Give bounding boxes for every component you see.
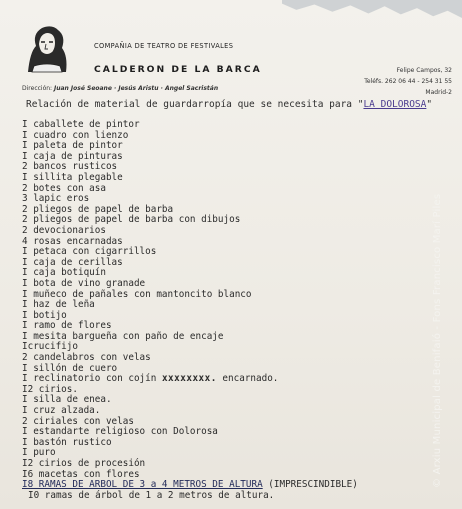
list-item: 2 candelabros con velas <box>22 352 151 364</box>
list-item: 2 pliegos de papel de barba con dibujos <box>22 214 241 226</box>
address-phones: Teléfs. 262 06 44 - 254 31 55 <box>364 78 452 85</box>
list-item: 2 pliegos de papel de barba <box>22 203 174 215</box>
list-item: 3 lapic eros <box>22 193 90 205</box>
list-item-last: I0 ramas de árbol de 1 a 2 metros de altura. <box>28 489 275 501</box>
heading-suffix: " <box>426 99 433 110</box>
direction-names: Juan José Seoane · Jesús Aristu · Angel Sacristán <box>54 85 219 92</box>
list-item: I bastón rustico <box>22 436 112 448</box>
direction-line <box>22 85 218 92</box>
list-item: I caja de cerillas <box>22 256 123 268</box>
important-note: (IMPRESCINDIBLE) <box>262 479 358 491</box>
list-item: 2 ciriales con velas <box>22 415 134 427</box>
list-item: I caballete de pintor <box>22 119 140 130</box>
list-item: I6 macetas con flores <box>22 468 140 480</box>
theatre-name: CALDERON DE LA BARCA <box>94 64 262 75</box>
heading-prefix: Relación de material de guardarropía que se necesita para " <box>26 99 364 110</box>
list-item: 2 botes con asa <box>22 182 106 194</box>
play-title: LA DOLOROSA <box>363 99 427 110</box>
list-item: I caja botiquín <box>22 267 106 279</box>
reclinatorio-text: I reclinatorio con cojín <box>22 373 157 385</box>
list-item: I puro <box>22 447 56 459</box>
list-item: I caja de pinturas <box>22 150 123 162</box>
list-item: I cruz alzada. <box>22 405 101 417</box>
list-item: 2 devocionarios <box>22 224 106 236</box>
important-underlined: I8 RAMAS DE ARBOL DE 3 a 4 METROS DE ALTURA <box>22 479 263 491</box>
archive-credit-watermark: © Arxiu Municipal de Benifaió - Fons Francisco Marí Piles <box>432 193 443 488</box>
list-item: I botijo <box>22 309 67 321</box>
list-item: I mesita bargueña con paño de encaje <box>22 330 224 342</box>
props-list <box>22 120 358 501</box>
list-item: I paleta de pintor <box>22 140 123 152</box>
list-item: I ramo de flores <box>22 320 112 332</box>
list-item: I2 cirios de procesión <box>22 458 146 469</box>
company-name: COMPAÑIA DE TEATRO DE FESTIVALES <box>94 42 234 50</box>
list-item: Icrucifijo <box>22 341 78 353</box>
list-item: 2 bancos rusticos <box>22 161 118 173</box>
list-item: I petaca con cigarrillos <box>22 246 157 258</box>
list-item: 4 rosas encarnadas <box>22 235 123 247</box>
torn-edge <box>282 0 462 18</box>
list-item: I sillita plegable <box>22 171 123 183</box>
address-street: Felipe Campos, 32 <box>396 67 452 74</box>
list-item: I estandarte religioso con Dolorosa <box>22 426 218 438</box>
list-item: I2 cirios. <box>22 383 78 395</box>
list-item: I haz de leña <box>22 299 95 311</box>
list-item: I muñeco de pañales con mantoncito blanco <box>22 288 252 300</box>
list-item: I bota de vino granade <box>22 277 146 289</box>
list-item: I cuadro con lienzo <box>22 129 129 141</box>
calderon-portrait-logo <box>22 22 70 74</box>
reclinatorio-after: encarnado. <box>216 373 279 385</box>
address-city: Madrid-2 <box>425 89 452 96</box>
direction-label: Dirección: <box>22 85 53 92</box>
request-heading <box>26 99 432 110</box>
list-item: I silla de enea. <box>22 394 112 406</box>
list-item: I sillón de cuero <box>22 362 118 374</box>
struck-out-text: xxxxxxxx. <box>161 373 217 385</box>
